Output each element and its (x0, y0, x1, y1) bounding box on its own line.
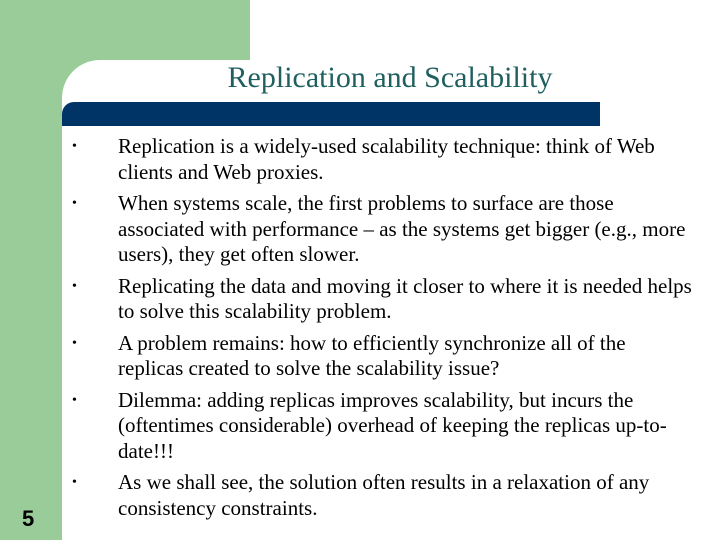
title-underline-bar (62, 102, 600, 126)
bullet-item (72, 191, 692, 268)
bullet-item (72, 470, 692, 521)
bullet-item (72, 331, 692, 382)
bullet-text: A problem remains: how to efficiently synchronize all of the replicas created to solve the scalability issue? (118, 330, 626, 380)
page-number: 5 (22, 506, 35, 531)
bullet-icon: • (72, 139, 77, 154)
bullet-icon: • (72, 196, 77, 211)
bullet-icon: • (72, 335, 77, 351)
bullet-text: As we shall see, the solution often results in a relaxation of any consistency constraints. (118, 470, 650, 520)
bullet-icon: • (72, 278, 77, 294)
bullet-text: Replication is a widely-used scalability technique: think of Web clients and Web proxies. (118, 134, 655, 184)
bullet-icon: • (72, 475, 77, 490)
bullet-text: Replicating the data and moving it closer to where it is needed helps to solve this scalability problem. (118, 273, 692, 323)
slide-title: Replication and Scalability (227, 61, 553, 94)
bullet-icon: • (72, 392, 77, 408)
bullet-item (72, 134, 692, 185)
bullet-list (72, 134, 692, 527)
bullet-item (72, 274, 692, 325)
bullet-text: When systems scale, the first problems to surface are those associated with performance – as the systems get bigger (e.g., more users), they get often slower. (118, 191, 686, 266)
bullet-text: Dilemma: adding replicas improves scalability, but incurs the (oftentimes considerable) overhead of keeping the replicas up-to-date!!! (118, 387, 667, 463)
bullet-item (72, 388, 692, 465)
